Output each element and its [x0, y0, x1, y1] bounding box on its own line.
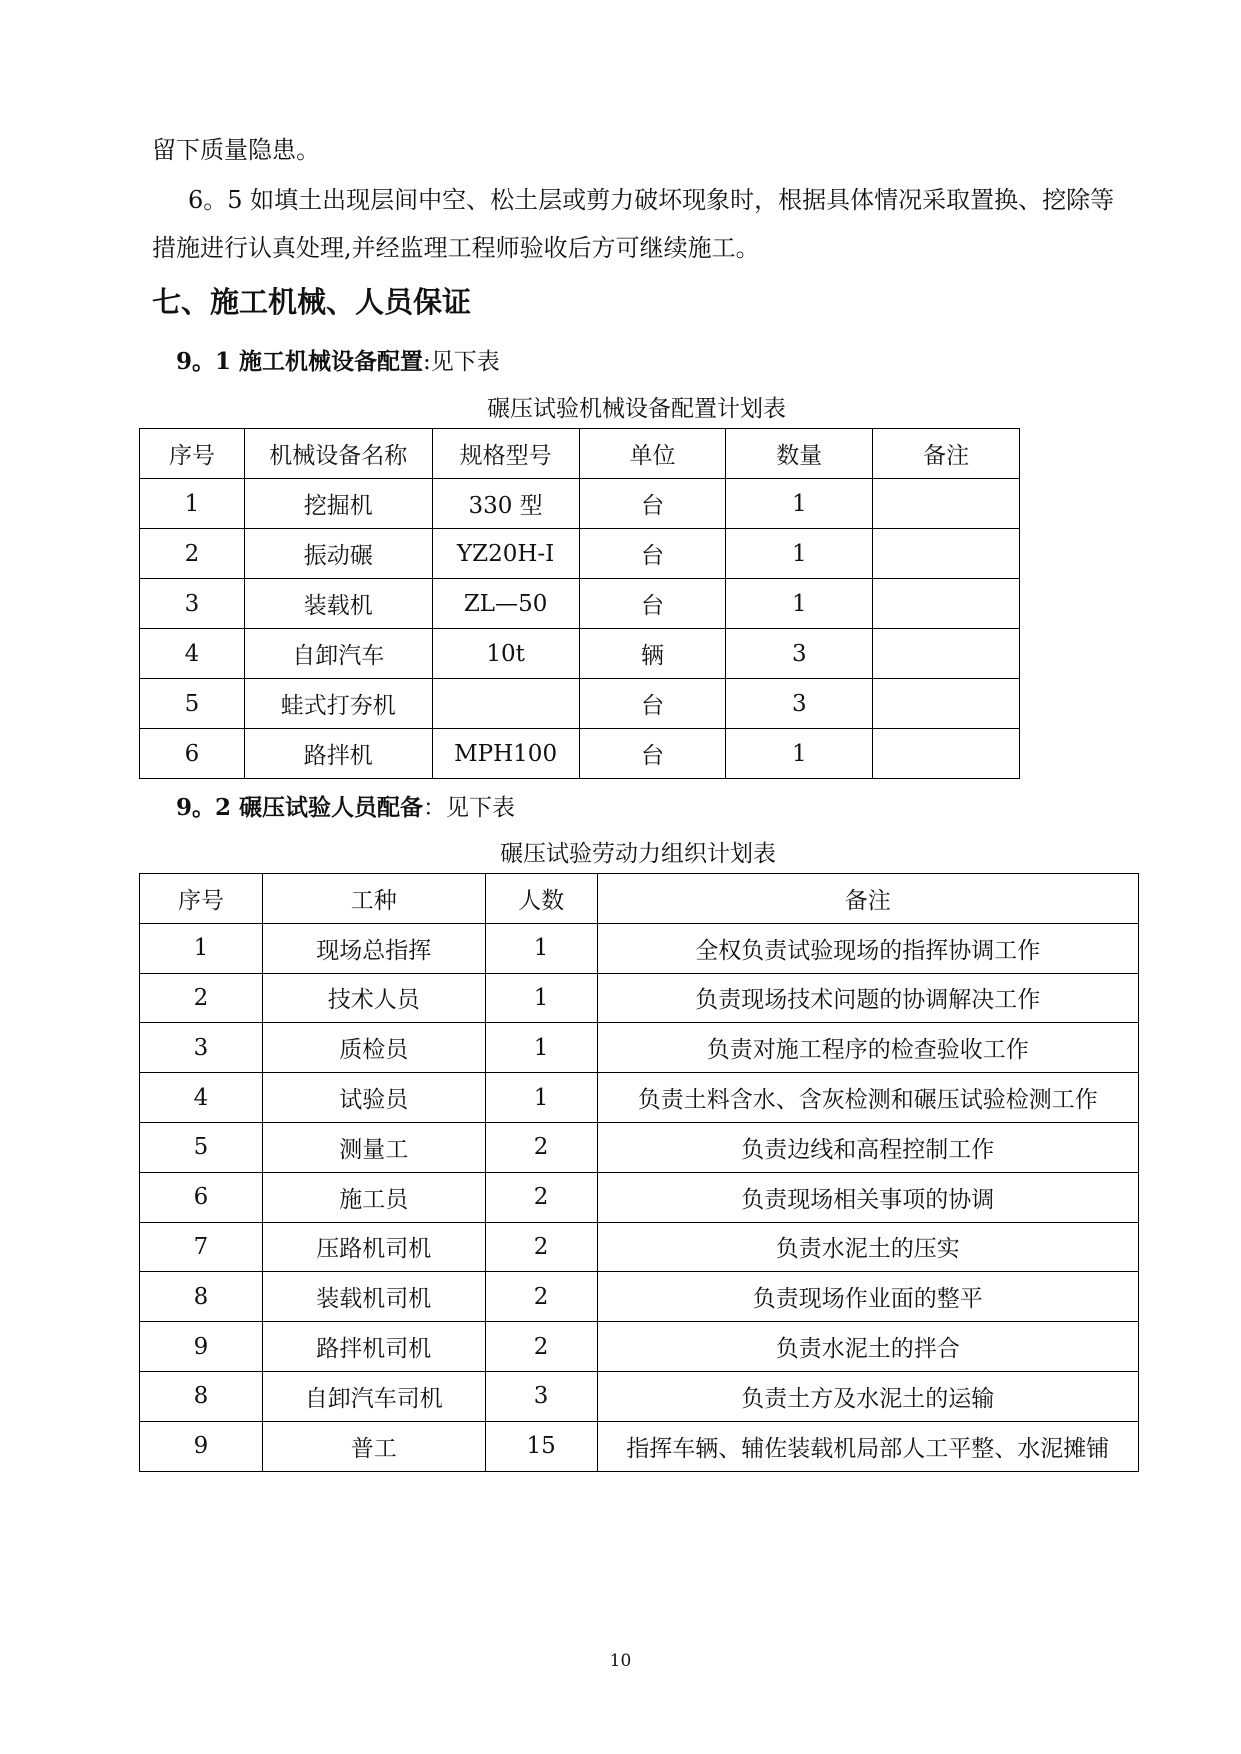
- table-cell: YZ20H-I: [432, 529, 579, 579]
- table-cell: 2: [140, 529, 245, 579]
- table-cell: 质检员: [262, 1023, 485, 1073]
- table-cell: 装载机司机: [262, 1272, 485, 1322]
- table-cell: 负责现场技术问题的协调解决工作: [597, 973, 1138, 1023]
- table-cell: 负责土料含水、含灰检测和碾压试验检测工作: [597, 1073, 1138, 1123]
- table-cell: 10t: [432, 629, 579, 679]
- table-cell: 7: [140, 1222, 263, 1272]
- table-cell: 负责现场相关事项的协调: [597, 1172, 1138, 1222]
- table-cell: 2: [140, 973, 263, 1023]
- table-cell: 330 型: [432, 479, 579, 529]
- table-cell: 台: [579, 529, 726, 579]
- table-cell: 1: [140, 479, 245, 529]
- table-row: [140, 679, 1020, 729]
- table-cell: 负责水泥土的拌合: [597, 1322, 1138, 1372]
- table-cell: 2: [485, 1172, 597, 1222]
- table-row: [140, 1122, 1139, 1172]
- table-cell: 3: [726, 679, 873, 729]
- table-row: [140, 923, 1139, 973]
- table-row: [140, 479, 1020, 529]
- table-cell: 1: [485, 1073, 597, 1123]
- table-cell: 指挥车辆、辅佐装载机局部人工平整、水泥摊铺: [597, 1421, 1138, 1471]
- table-caption-machinery: 碾压试验机械设备配置计划表: [487, 396, 786, 422]
- table-row: [140, 1322, 1139, 1372]
- table-row: [140, 1421, 1139, 1471]
- table-cell: 全权负责试验现场的指挥协调工作: [597, 923, 1138, 973]
- table-cell: 2: [485, 1222, 597, 1272]
- table-cell: 3: [140, 579, 245, 629]
- table-cell: 蛙式打夯机: [244, 679, 432, 729]
- table-cell: [873, 729, 1020, 779]
- header-cell: 工种: [262, 874, 485, 924]
- table-cell: 1: [140, 923, 263, 973]
- table-cell: 负责土方及水泥土的运输: [597, 1371, 1138, 1421]
- table-cell: [873, 629, 1020, 679]
- table-row: [140, 1371, 1139, 1421]
- table-cell: 2: [485, 1122, 597, 1172]
- table-row: [140, 579, 1020, 629]
- subsection-heading-personnel: [176, 789, 515, 822]
- table-cell: 1: [726, 729, 873, 779]
- table-cell: 5: [140, 679, 245, 729]
- table-cell: 6: [140, 729, 245, 779]
- table-cell: 辆: [579, 629, 726, 679]
- table-cell: 1: [726, 579, 873, 629]
- header-cell: 单位: [579, 429, 726, 479]
- personnel-table: [139, 873, 1139, 1472]
- table-cell: MPH100: [432, 729, 579, 779]
- table-cell: 4: [140, 629, 245, 679]
- table-cell: 普工: [262, 1421, 485, 1471]
- table-caption-personnel: 碾压试验劳动力组织计划表: [500, 841, 776, 867]
- paragraph-line: 措施进行认真处理,并经监理工程师验收后方可继续施工。: [152, 234, 760, 262]
- table-row: [140, 1023, 1139, 1073]
- table-cell: 台: [579, 479, 726, 529]
- table-cell: 挖掘机: [244, 479, 432, 529]
- table-row: [140, 529, 1020, 579]
- header-cell: 机械设备名称: [244, 429, 432, 479]
- table-row: [140, 1272, 1139, 1322]
- table-cell: 自卸汽车: [244, 629, 432, 679]
- table-header-row: [140, 429, 1020, 479]
- subsection-suffix: :见下表: [423, 349, 500, 375]
- table-cell: 路拌机: [244, 729, 432, 779]
- table-row: [140, 629, 1020, 679]
- table-cell: 9: [140, 1322, 263, 1372]
- table-cell: 2: [485, 1272, 597, 1322]
- table-cell: 3: [140, 1023, 263, 1073]
- header-cell: 数量: [726, 429, 873, 479]
- subsection-heading-machinery: [176, 343, 500, 376]
- table-cell: 自卸汽车司机: [262, 1371, 485, 1421]
- table-cell: 5: [140, 1122, 263, 1172]
- header-cell: 序号: [140, 874, 263, 924]
- table-cell: 1: [726, 479, 873, 529]
- table-cell: 装载机: [244, 579, 432, 629]
- table-cell: 技术人员: [262, 973, 485, 1023]
- table-cell: 1: [485, 1023, 597, 1073]
- table-cell: 8: [140, 1272, 263, 1322]
- header-cell: 规格型号: [432, 429, 579, 479]
- paragraph-line: 6。5 如填土出现层间中空、松土层或剪力破坏现象时，根据具体情况采取置换、挖除等: [188, 186, 1115, 214]
- table-cell: 2: [485, 1322, 597, 1372]
- page-number: 10: [609, 1651, 632, 1671]
- subsection-title: 9。2 碾压试验人员配备: [176, 794, 424, 821]
- table-row: [140, 973, 1139, 1023]
- table-cell: 台: [579, 679, 726, 729]
- table-cell: 现场总指挥: [262, 923, 485, 973]
- machinery-table: [139, 428, 1020, 779]
- table-cell: [873, 579, 1020, 629]
- table-cell: 负责水泥土的压实: [597, 1222, 1138, 1272]
- header-cell: 备注: [873, 429, 1020, 479]
- table-cell: 9: [140, 1421, 263, 1471]
- table-cell: 负责现场作业面的整平: [597, 1272, 1138, 1322]
- subsection-suffix: ：见下表: [423, 795, 516, 821]
- section-heading: 七、施工机械、人员保证: [152, 285, 472, 319]
- table-row: [140, 1172, 1139, 1222]
- table-cell: 1: [485, 923, 597, 973]
- table-cell: 4: [140, 1073, 263, 1123]
- header-cell: 序号: [140, 429, 245, 479]
- header-cell: 人数: [485, 874, 597, 924]
- table-cell: 振动碾: [244, 529, 432, 579]
- table-cell: [873, 679, 1020, 729]
- table-row: [140, 729, 1020, 779]
- table-row: [140, 1073, 1139, 1123]
- table-cell: 负责对施工程序的检查验收工作: [597, 1023, 1138, 1073]
- table-cell: 6: [140, 1172, 263, 1222]
- table-cell: 台: [579, 729, 726, 779]
- table-cell: [873, 479, 1020, 529]
- table-cell: 1: [485, 973, 597, 1023]
- table-cell: 试验员: [262, 1073, 485, 1123]
- table-cell: [432, 679, 579, 729]
- table-cell: 3: [485, 1371, 597, 1421]
- table-cell: 路拌机司机: [262, 1322, 485, 1372]
- table-cell: ZL—50: [432, 579, 579, 629]
- table-cell: 1: [726, 529, 873, 579]
- header-cell: 备注: [597, 874, 1138, 924]
- table-cell: 测量工: [262, 1122, 485, 1172]
- paragraph-line: 留下质量隐患。: [152, 136, 320, 164]
- table-cell: 台: [579, 579, 726, 629]
- table-cell: 压路机司机: [262, 1222, 485, 1272]
- table-cell: 负责边线和高程控制工作: [597, 1122, 1138, 1172]
- table-row: [140, 1222, 1139, 1272]
- table-cell: 3: [726, 629, 873, 679]
- table-cell: 施工员: [262, 1172, 485, 1222]
- table-cell: [873, 529, 1020, 579]
- table-cell: 8: [140, 1371, 263, 1421]
- table-header-row: [140, 874, 1139, 924]
- subsection-title: 9。1 施工机械设备配置: [176, 348, 424, 375]
- table-cell: 15: [485, 1421, 597, 1471]
